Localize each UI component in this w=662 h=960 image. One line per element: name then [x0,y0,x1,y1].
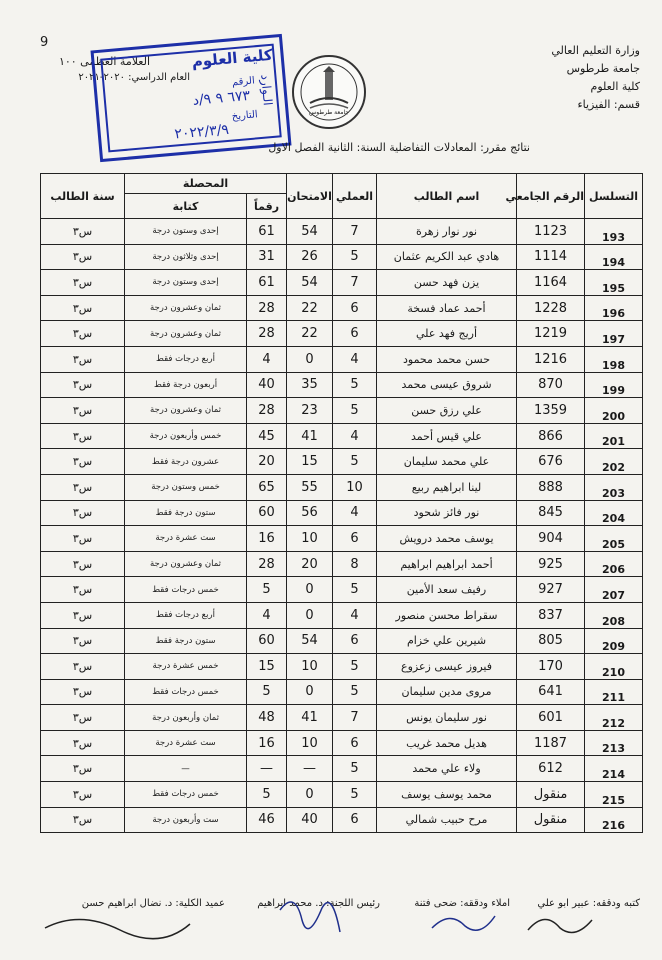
student-year-cell: س٣ [41,679,125,705]
exam-cell: 26 [287,244,333,270]
total-words-cell: أربع درجات فقط [125,346,247,372]
student-name-cell: علي محمد سليمان [377,449,517,475]
header-name: اسم الطالب [377,174,517,219]
table-row [41,219,643,245]
exam-cell: 23 [287,398,333,424]
table-row [41,654,643,680]
student-id-cell: 1187 [517,730,585,756]
total-digits-cell: 4 [247,346,287,372]
total-words-cell: ست عشرة درجة [125,526,247,552]
practical-cell: 5 [333,372,377,398]
total-digits-cell: — [247,756,287,782]
seq-cell: 207 [585,577,643,603]
student-year-cell: س٣ [41,782,125,808]
exam-cell: 10 [287,730,333,756]
exam-cell: 35 [287,372,333,398]
total-words-cell: ثمان وعشرون درجة [125,398,247,424]
header-total-digits: رقماً [247,194,287,219]
seq-cell: 194 [585,244,643,270]
student-name-cell: يوسف محمد درويش [377,526,517,552]
student-name-cell: مرح حبيب شمالي [377,807,517,833]
total-digits-cell: 46 [247,807,287,833]
student-id-cell: 612 [517,756,585,782]
seq-cell: 205 [585,526,643,552]
exam-cell: 41 [287,423,333,449]
total-digits-cell: 60 [247,500,287,526]
exam-cell: 0 [287,602,333,628]
total-digits-cell: 5 [247,782,287,808]
student-year-cell: س٣ [41,244,125,270]
table-row [41,551,643,577]
student-year-cell: س٣ [41,807,125,833]
practical-cell: 4 [333,423,377,449]
student-id-cell: 845 [517,500,585,526]
student-year-cell: س٣ [41,730,125,756]
student-id-cell: 888 [517,474,585,500]
student-year-cell: س٣ [41,526,125,552]
student-name-cell: شروق عيسى محمد [377,372,517,398]
exam-cell: 54 [287,628,333,654]
table-row [41,705,643,731]
table-row [41,577,643,603]
student-name-cell: شيرين علي خزام [377,628,517,654]
student-id-cell: 1219 [517,321,585,347]
total-words-cell: خمس وستون درجة [125,474,247,500]
student-id-cell: 904 [517,526,585,552]
exam-cell: 41 [287,705,333,731]
seq-cell: 214 [585,756,643,782]
table-row [41,346,643,372]
table-row [41,500,643,526]
max-mark: العلامة العظمى ١٠٠ [58,55,150,68]
student-id-cell: 870 [517,372,585,398]
total-digits-cell: 16 [247,730,287,756]
header-total-words: كتابة [125,194,247,219]
practical-cell: 7 [333,270,377,296]
seq-cell: 199 [585,372,643,398]
seq-cell: 203 [585,474,643,500]
practical-cell: 5 [333,449,377,475]
exam-cell: — [287,756,333,782]
student-year-cell: س٣ [41,423,125,449]
table-row [41,526,643,552]
student-name-cell: نور فائز شحود [377,500,517,526]
stamp-date-value: ٢٠٢٢/٣/٩ [173,121,230,143]
practical-cell: 6 [333,295,377,321]
total-digits-cell: 60 [247,628,287,654]
student-year-cell: س٣ [41,295,125,321]
student-year-cell: س٣ [41,321,125,347]
table-row [41,270,643,296]
table-row [41,782,643,808]
practical-cell: 6 [333,807,377,833]
seq-cell: 193 [585,219,643,245]
student-name-cell: أحمد ابراهيم ابراهيم [377,551,517,577]
stamp-number-label: الرقم [231,75,256,89]
total-digits-cell: 61 [247,219,287,245]
total-words-cell: إحدى وستون درجة [125,270,247,296]
student-name-cell: نور سليمان يونس [377,705,517,731]
seal-text: جامعة طرطوس [308,109,350,116]
exam-cell: 10 [287,526,333,552]
student-year-cell: س٣ [41,449,125,475]
exam-cell: 15 [287,449,333,475]
table-row [41,628,643,654]
student-name-cell: سقراط محسن منصور [377,602,517,628]
practical-cell: 8 [333,551,377,577]
student-id-cell: 805 [517,628,585,654]
student-year-cell: س٣ [41,756,125,782]
table-row [41,398,643,424]
student-id-cell: 1359 [517,398,585,424]
total-words-cell: أربع درجات فقط [125,602,247,628]
table-row [41,423,643,449]
student-year-cell: س٣ [41,602,125,628]
student-name-cell: لينا ابراهيم ربيع [377,474,517,500]
table-row [41,321,643,347]
practical-cell: 4 [333,346,377,372]
student-year-cell: س٣ [41,500,125,526]
total-words-cell: ستون درجة فقط [125,628,247,654]
practical-cell: 5 [333,654,377,680]
total-words-cell: إحدى وستون درجة [125,219,247,245]
student-name-cell: فيروز عيسى زعزوع [377,654,517,680]
practical-cell: 6 [333,628,377,654]
student-year-cell: س٣ [41,219,125,245]
student-id-cell: 837 [517,602,585,628]
student-id-cell: منقول [517,782,585,808]
seq-cell: 210 [585,654,643,680]
exam-cell: 55 [287,474,333,500]
seq-cell: 216 [585,807,643,833]
total-words-cell: — [125,756,247,782]
total-words-cell: خمس درجات فقط [125,577,247,603]
results-title: نتائج مقرر: المعادلات التفاضلية السنة: الثانية الفصل الاول [268,141,530,154]
seq-cell: 197 [585,321,643,347]
practical-cell: 7 [333,705,377,731]
total-words-cell: خمس درجات فقط [125,679,247,705]
student-year-cell: س٣ [41,270,125,296]
header-id: الرقم الجامعي [517,174,585,219]
total-digits-cell: 48 [247,705,287,731]
student-id-cell: 1216 [517,346,585,372]
seq-cell: 213 [585,730,643,756]
practical-cell: 6 [333,730,377,756]
student-id-cell: 1123 [517,219,585,245]
seq-cell: 211 [585,679,643,705]
table-row [41,807,643,833]
total-digits-cell: 20 [247,449,287,475]
table-row [41,474,643,500]
stamp-title: كلية العلوم [191,45,274,71]
student-year-cell: س٣ [41,705,125,731]
student-year-cell: س٣ [41,654,125,680]
exam-cell: 0 [287,346,333,372]
table-row [41,449,643,475]
practical-cell: 7 [333,219,377,245]
seq-cell: 198 [585,346,643,372]
signature-committee: رئيس اللجنة: د. محمد ابراهيم [257,898,380,909]
university-seal [292,55,366,129]
seq-cell: 209 [585,628,643,654]
student-year-cell: س٣ [41,577,125,603]
student-id-cell: 170 [517,654,585,680]
total-words-cell: ثمان وأربعون درجة [125,705,247,731]
exam-cell: 56 [287,500,333,526]
student-year-cell: س٣ [41,628,125,654]
academic-year: العام الدراسي: ٢٠٢٠-٢٠٢١ [78,72,190,83]
table-row [41,730,643,756]
student-id-cell: 641 [517,679,585,705]
student-name-cell: مروى مدين سليمان [377,679,517,705]
practical-cell: 4 [333,602,377,628]
exam-cell: 22 [287,321,333,347]
student-name-cell: حسن محمد محمود [377,346,517,372]
student-id-cell: منقول [517,807,585,833]
seq-cell: 196 [585,295,643,321]
table-row [41,679,643,705]
faculty-name: كلية العلوم [590,80,640,93]
exam-cell: 0 [287,679,333,705]
ministry-name: وزارة التعليم العالي [551,44,640,57]
header-practical: العملي [333,174,377,219]
practical-cell: 4 [333,500,377,526]
total-words-cell: ثمان وعشرون درجة [125,295,247,321]
practical-cell: 5 [333,679,377,705]
total-digits-cell: 5 [247,679,287,705]
total-digits-cell: 28 [247,551,287,577]
stamp-date-label: التاريخ [231,109,259,123]
practical-cell: 6 [333,321,377,347]
total-digits-cell: 61 [247,270,287,296]
student-name-cell: ولاء علي محمد [377,756,517,782]
total-words-cell: ثمان وعشرون درجة [125,551,247,577]
seq-cell: 215 [585,782,643,808]
table-row [41,295,643,321]
student-name-cell: أحمد عماد فسخة [377,295,517,321]
total-digits-cell: 65 [247,474,287,500]
signature-writer: كتبه ودققه: عبير ابو علي [537,898,640,909]
total-words-cell: عشرون درجة فقط [125,449,247,475]
department-name: قسم: الفيزياء [577,98,640,111]
total-words-cell: ست وأربعون درجة [125,807,247,833]
student-year-cell: س٣ [41,372,125,398]
seq-cell: 202 [585,449,643,475]
exam-cell: 54 [287,270,333,296]
header-year: سنة الطالب [41,174,125,219]
header-exam: الامتحان [287,174,333,219]
practical-cell: 5 [333,577,377,603]
practical-cell: 10 [333,474,377,500]
handwritten-signatures [40,880,600,950]
total-digits-cell: 31 [247,244,287,270]
student-name-cell: علي قيس أحمد [377,423,517,449]
student-name-cell: يزن فهد حسن [377,270,517,296]
total-digits-cell: 15 [247,654,287,680]
total-digits-cell: 28 [247,321,287,347]
exam-cell: 0 [287,782,333,808]
exam-cell: 54 [287,219,333,245]
total-digits-cell: 5 [247,577,287,603]
total-words-cell: ست عشرة درجة [125,730,247,756]
exam-cell: 0 [287,577,333,603]
student-year-cell: س٣ [41,346,125,372]
total-words-cell: ستون درجة فقط [125,500,247,526]
seq-cell: 212 [585,705,643,731]
practical-cell: 5 [333,244,377,270]
seq-cell: 200 [585,398,643,424]
student-id-cell: 925 [517,551,585,577]
total-digits-cell: 4 [247,602,287,628]
student-name-cell: هديل محمد غريب [377,730,517,756]
total-digits-cell: 40 [247,372,287,398]
total-digits-cell: 28 [247,398,287,424]
practical-cell: 5 [333,756,377,782]
exam-cell: 20 [287,551,333,577]
lighthouse-icon [294,57,364,127]
practical-cell: 6 [333,526,377,552]
student-year-cell: س٣ [41,551,125,577]
university-name: جامعة طرطوس [566,62,640,75]
seq-cell: 208 [585,602,643,628]
student-name-cell: علي رزق حسن [377,398,517,424]
seq-cell: 195 [585,270,643,296]
seq-cell: 206 [585,551,643,577]
total-words-cell: خمس عشرة درجة [125,654,247,680]
total-words-cell: إحدى وثلاثون درجة [125,244,247,270]
signature-dean: عميد الكلية: د. نضال ابراهيم حسن [81,898,225,909]
exam-cell: 22 [287,295,333,321]
stamp-incoming: الـوارد [258,73,275,107]
student-id-cell: 1164 [517,270,585,296]
signature-dictator: املاء ودققه: ضحى فتنة [414,898,510,909]
student-year-cell: س٣ [41,474,125,500]
student-id-cell: 1114 [517,244,585,270]
table-row [41,372,643,398]
total-digits-cell: 45 [247,423,287,449]
student-id-cell: 927 [517,577,585,603]
exam-cell: 10 [287,654,333,680]
page-number: 9 [40,35,49,50]
seq-cell: 204 [585,500,643,526]
table-row [41,602,643,628]
student-id-cell: 676 [517,449,585,475]
student-name-cell: هادي عبد الكريم عثمان [377,244,517,270]
total-words-cell: أربعون درجة فقط [125,372,247,398]
seq-cell: 201 [585,423,643,449]
total-words-cell: خمس وأربعون درجة [125,423,247,449]
practical-cell: 5 [333,398,377,424]
stamp-number-value: ٦٧٣ ٩ ٩/د [192,87,251,109]
student-name-cell: محمد يوسف يوسف [377,782,517,808]
total-digits-cell: 16 [247,526,287,552]
student-year-cell: س٣ [41,398,125,424]
header-total: المحصلة [125,174,287,194]
total-words-cell: خمس درجات فقط [125,782,247,808]
student-id-cell: 1228 [517,295,585,321]
student-name-cell: أريج فهد علي [377,321,517,347]
student-id-cell: 866 [517,423,585,449]
student-name-cell: رفيف سعد الأمين [377,577,517,603]
header-seq: التسلسل [585,174,643,219]
total-digits-cell: 28 [247,295,287,321]
exam-cell: 40 [287,807,333,833]
student-id-cell: 601 [517,705,585,731]
total-words-cell: ثمان وعشرون درجة [125,321,247,347]
student-name-cell: نور نوار زهرة [377,219,517,245]
results-table [40,173,643,833]
practical-cell: 5 [333,782,377,808]
table-row [41,244,643,270]
table-row [41,756,643,782]
